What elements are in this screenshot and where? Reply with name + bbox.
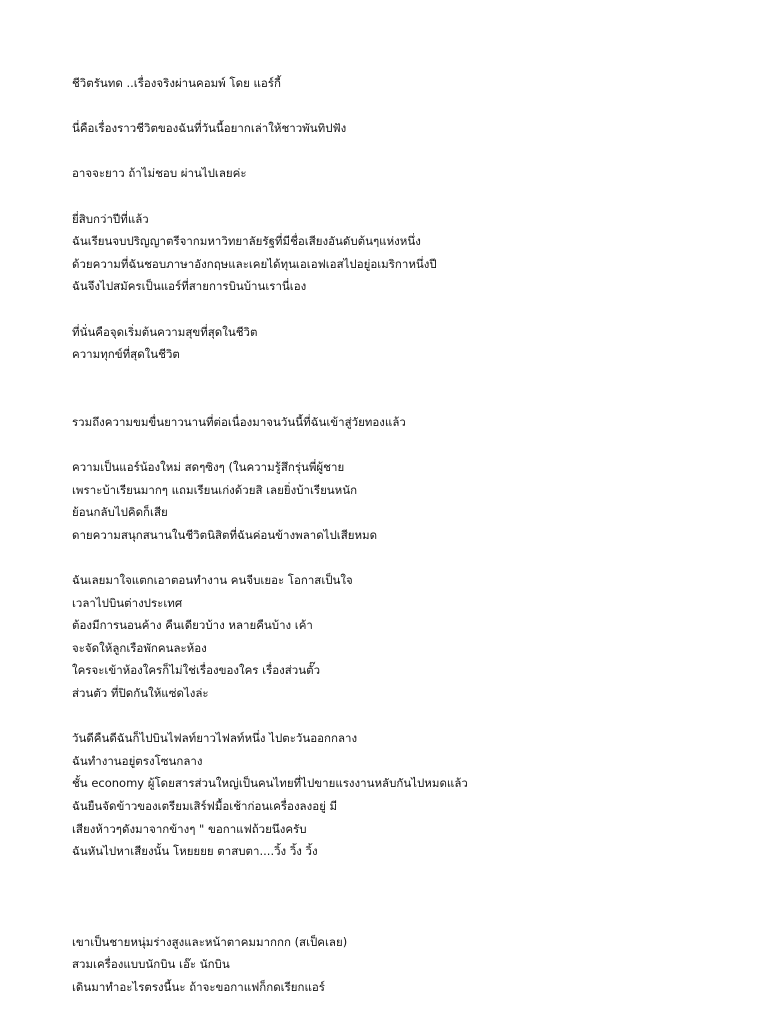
blank-line (72, 366, 732, 411)
text-line: จะจัดให้ลูกเรือพักคนละห้อง (72, 640, 207, 655)
text-line: ต้องมีการนอนค้าง คืนเดียวบ้าง หลายคืนบ้าง เค้า (72, 618, 313, 633)
text-line: ความทุกข์ที่สุดในชีวิต (72, 347, 180, 362)
text-line: ฉันจึงไปสมัครเป็นแอร์ที่สายการบินบ้านเรานี่เอง (72, 279, 307, 294)
blank-line (72, 863, 732, 931)
blank-line (72, 140, 732, 163)
paragraph-1 (72, 208, 732, 298)
text-line: วันดีคืนดีฉันก็ไปบินไฟลท์ยาวไฟลท์หนึ่ง ไปตะวันออกกลาง (72, 731, 358, 746)
text-line: ฉันเรียนจบปริญญาตรีจากมหาวิทยาลัยรัฐที่มีชื่อเสียงอันดับต้นๆแห่งหนึ่ง (72, 234, 421, 249)
paragraph-5 (72, 569, 732, 705)
text-line: ฉันทำงานอยู่ตรงโซนกลาง (72, 753, 203, 768)
text-line: เพราะบ้าเรียนมากๆ แถมเรียนเก่งด้วยสิ เลยยิ่งบ้าเรียนหนัก (72, 482, 358, 497)
paragraph-4 (72, 456, 732, 546)
text-line: สวมเครื่องแบบนักบิน เอ๊ะ นักบิน (72, 957, 230, 972)
document-title: ชีวิตรันทด ..เรื่องจริงผ่านคอมพ์ โดย แอร์กี้ (72, 76, 281, 90)
text-line: ย้อนกลับไปคิดก็เสีย (72, 505, 168, 520)
text-line: ยี่สิบกว่าปีที่แล้ว (72, 211, 149, 226)
blank-line (72, 298, 732, 321)
warning-line: อาจจะยาว ถ้าไม่ชอบ ผ่านไปเลยค่ะ (72, 166, 247, 181)
intro-line: นี่คือเรื่องราวชีวิตของฉันที่วันนี้อยากเล่าให้ชาวพันทิปฟัง (72, 121, 347, 136)
text-line: รวมถึงความขมขื่นยาวนานที่ต่อเนื่องมาจนวันนี้ที่ฉันเข้าสู่วัยทองแล้ว (72, 414, 406, 429)
text-line: ที่นั่นคือจุดเริ่มต้นความสุขที่สุดในชีวิต (72, 324, 258, 339)
blank-line (72, 185, 732, 208)
text-line: ความเป็นแอร์น้องใหม่ สดๆซิงๆ (ในความรู้สึกรุ่นพี่ผู้ชาย (72, 460, 345, 475)
blank-line (72, 95, 732, 118)
text-line: เสียงห้าวๆดังมาจากข้างๆ " ขอกาแฟถ้วยนึงครับ (72, 821, 307, 836)
blank-line (72, 546, 732, 569)
paragraph-3 (72, 411, 732, 434)
paragraph-2 (72, 321, 732, 366)
text-line: ฉันหันไปหาเสียงนั้น โหยยยย ตาสบตา....วิ้ง วิ้ง วิ้ง (72, 844, 318, 859)
text-line: ฉันยืนจัดข้าวของเตรียมเสิร์ฟมื้อเช้าก่อนเครื่องลงอยู่ มี (72, 799, 338, 813)
text-line: เขาเป็นชายหนุ่มร่างสูงและหน้าตาคมมากกก (สเป็คเลย) (72, 934, 348, 949)
paragraph-6 (72, 727, 732, 863)
text-line: ส่วนตัว ที่ปิดกันให้แซ่ดไงล่ะ (72, 686, 209, 701)
text-line: ด้วยความที่ฉันชอบภาษาอังกฤษและเคยได้ทุนเอเอฟเอสไปอยู่อเมริกาหนึ่งปี (72, 256, 437, 271)
blank-line (72, 705, 732, 728)
text-line: เวลาไปบินต่างประเทศ (72, 595, 183, 610)
paragraph-7 (72, 931, 732, 999)
text-line: ดายความสนุกสนานในชีวิตนิสิตที่ฉันค่อนข้างพลาดไปเสียหมด (72, 527, 378, 542)
blank-line (72, 434, 732, 457)
text-line: ชั้น economy ผู้โดยสารส่วนใหญ่เป็นคนไทยที่ไปขายแรงงานหลับกันไปหมดแล้ว (72, 776, 468, 791)
text-line: เดินมาทำอะไรตรงนี้นะ ถ้าจะขอกาแฟก็กดเรียกแอร์ (72, 979, 325, 994)
document-body (72, 72, 732, 998)
text-line: ฉันเลยมาใจแตกเอาตอนทำงาน คนจีบเยอะ โอกาสเป็นใจ (72, 573, 353, 588)
text-line: ใครจะเข้าห้องใครก็ไม่ใช่เรื่องของใคร เรื่องส่วนตั๊ว (72, 663, 321, 678)
